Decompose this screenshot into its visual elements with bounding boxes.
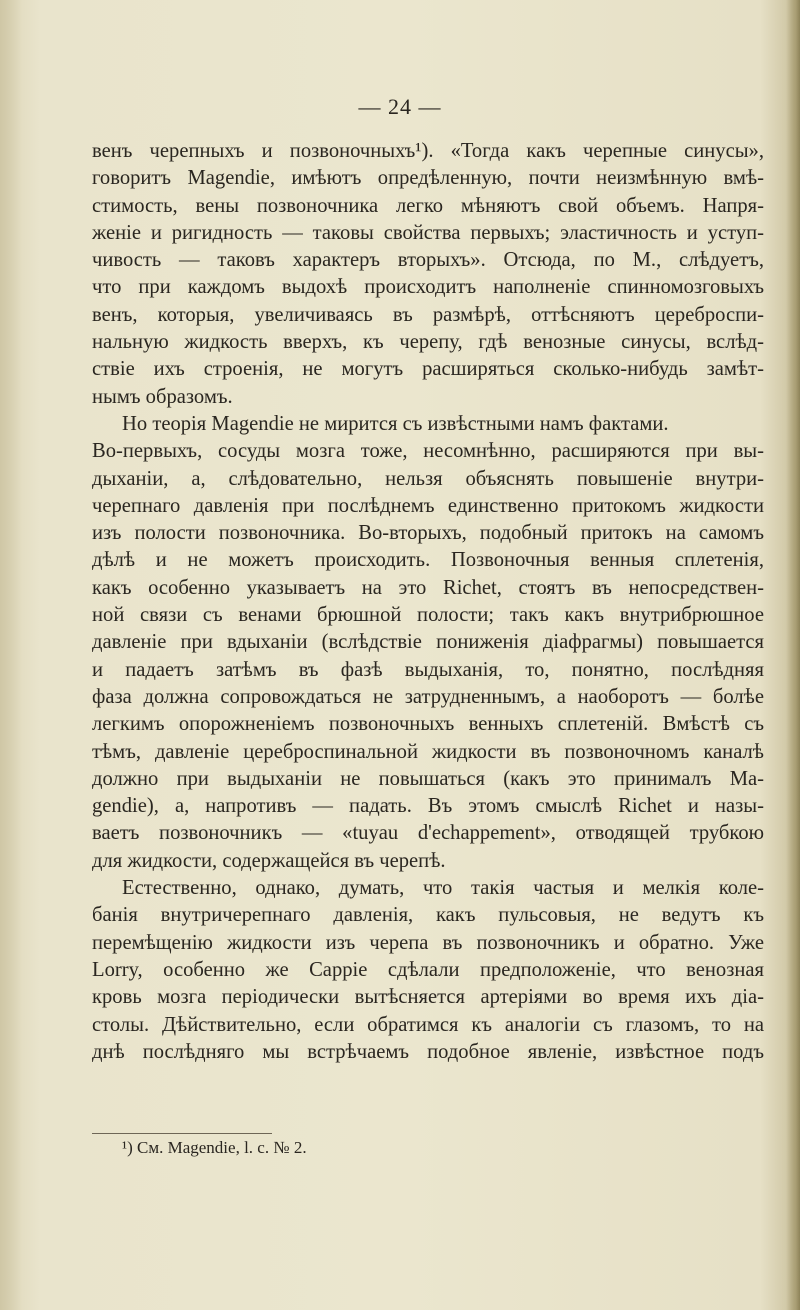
text-line: Но теорія Magendie не мирится съ извѣстными намъ фактами. <box>122 412 669 435</box>
text-line: днѣ послѣдняго мы встрѣчаемъ подобное явленіе, извѣстное подъ <box>92 1040 764 1063</box>
text-line: gendie), а, напротивъ — падать. Въ этомъ смыслѣ Richet и назы- <box>92 795 764 818</box>
body-text <box>92 138 764 1066</box>
page-right-edge <box>786 0 800 1310</box>
text-line: ной связи съ венами брюшной полости; такъ какъ внутрибрюшное <box>92 604 764 627</box>
text-line: для жидкости, содержащейся въ черепѣ. <box>92 849 446 872</box>
paragraph-1 <box>92 138 764 411</box>
text-line: какъ особенно указываетъ на это Richet, стоятъ въ непосредствен- <box>92 576 764 599</box>
text-line: Во-первыхъ, сосуды мозга тоже, несомнѣнно, расширяются при вы- <box>92 440 764 463</box>
text-line: Lorry, особенно же Cappie сдѣлали предположеніе, что венозная <box>92 958 764 981</box>
text-line: говоритъ Magendie, имѣютъ опредѣленную, почти неизмѣнную вмѣ- <box>92 167 764 190</box>
text-line: легкимъ опорожненіемъ позвоночныхъ венныхъ сплетеній. Вмѣстѣ съ <box>92 713 764 736</box>
text-line: столы. Дѣйствительно, если обратимся къ аналогіи съ глазомъ, то на <box>92 1013 764 1036</box>
text-line: должно при выдыханіи не повышаться (какъ это принималъ Ma- <box>92 767 764 790</box>
footnote: ¹) См. Magendie, l. c. № 2. <box>122 1138 307 1157</box>
text-line: ствіе ихъ строенія, не могутъ расширяться сколько-нибудь замѣт- <box>92 358 764 381</box>
text-line: кровь мозга періодически вытѣсняется артеріями во время ихъ діа- <box>92 986 764 1009</box>
paragraph-3 <box>92 875 764 1066</box>
text-line: венъ, которыя, увеличиваясь въ размѣрѣ, оттѣсняютъ цереброспи- <box>92 303 764 326</box>
text-line: нымъ образомъ. <box>92 385 233 408</box>
page-left-edge <box>0 0 22 1310</box>
paragraph-2 <box>92 411 764 875</box>
text-line: что при каждомъ выдохѣ происходитъ наполненіе спинномозговыхъ <box>92 276 764 299</box>
text-line: фаза должна сопровождаться не затрудненнымъ, а наоборотъ — болѣе <box>92 685 764 708</box>
text-line: Естественно, однако, думать, что такія частыя и мелкія коле- <box>122 877 764 900</box>
text-line: дыханіи, а, слѣдовательно, нельзя объяснять повышеніе внутри- <box>92 467 764 490</box>
text-line: давленіе при вдыханіи (вслѣдствіе пониженія діафрагмы) повышается <box>92 631 764 654</box>
text-line: стимость, вены позвоночника легко мѣняютъ свой объемъ. Напря- <box>92 194 764 217</box>
text-line: венъ черепныхъ и позвоночныхъ¹). «Тогда какъ черепные синусы», <box>92 140 764 162</box>
text-line: изъ полости позвоночника. Во-вторыхъ, подобный притокъ на самомъ <box>92 522 764 545</box>
text-line: нальную жидкость вверхъ, къ черепу, гдѣ венозные синусы, вслѣд- <box>92 331 764 354</box>
text-line: и падаетъ затѣмъ въ фазѣ выдыханія, то, понятно, послѣдняя <box>92 658 764 681</box>
text-line: ваетъ позвоночникъ — «tuyau d'echappement», отводящей трубкою <box>92 822 764 845</box>
footnote-rule <box>92 1133 272 1134</box>
text-line: тѣмъ, давленіе цереброспинальной жидкости въ позвоночномъ каналѣ <box>92 740 764 763</box>
text-line: дѣлѣ и не можетъ происходить. Позвоночныя венныя сплетенія, <box>92 549 764 572</box>
text-line: перемѣщенію жидкости изъ черепа въ позвоночникъ и обратно. Уже <box>92 931 764 954</box>
page-number: — 24 — <box>358 94 442 119</box>
text-line: женіе и ригидность — таковы свойства первыхъ; эластичность и уступ- <box>92 221 764 244</box>
text-line: черепнаго давленія при послѣднемъ единственно притокомъ жидкости <box>92 494 764 517</box>
text-line: чивость — таковъ характеръ вторыхъ». Отсюда, по M., слѣдуетъ, <box>92 249 764 272</box>
text-line: банія внутричерепнаго давленія, какъ пульсовыя, не ведутъ къ <box>92 904 764 927</box>
